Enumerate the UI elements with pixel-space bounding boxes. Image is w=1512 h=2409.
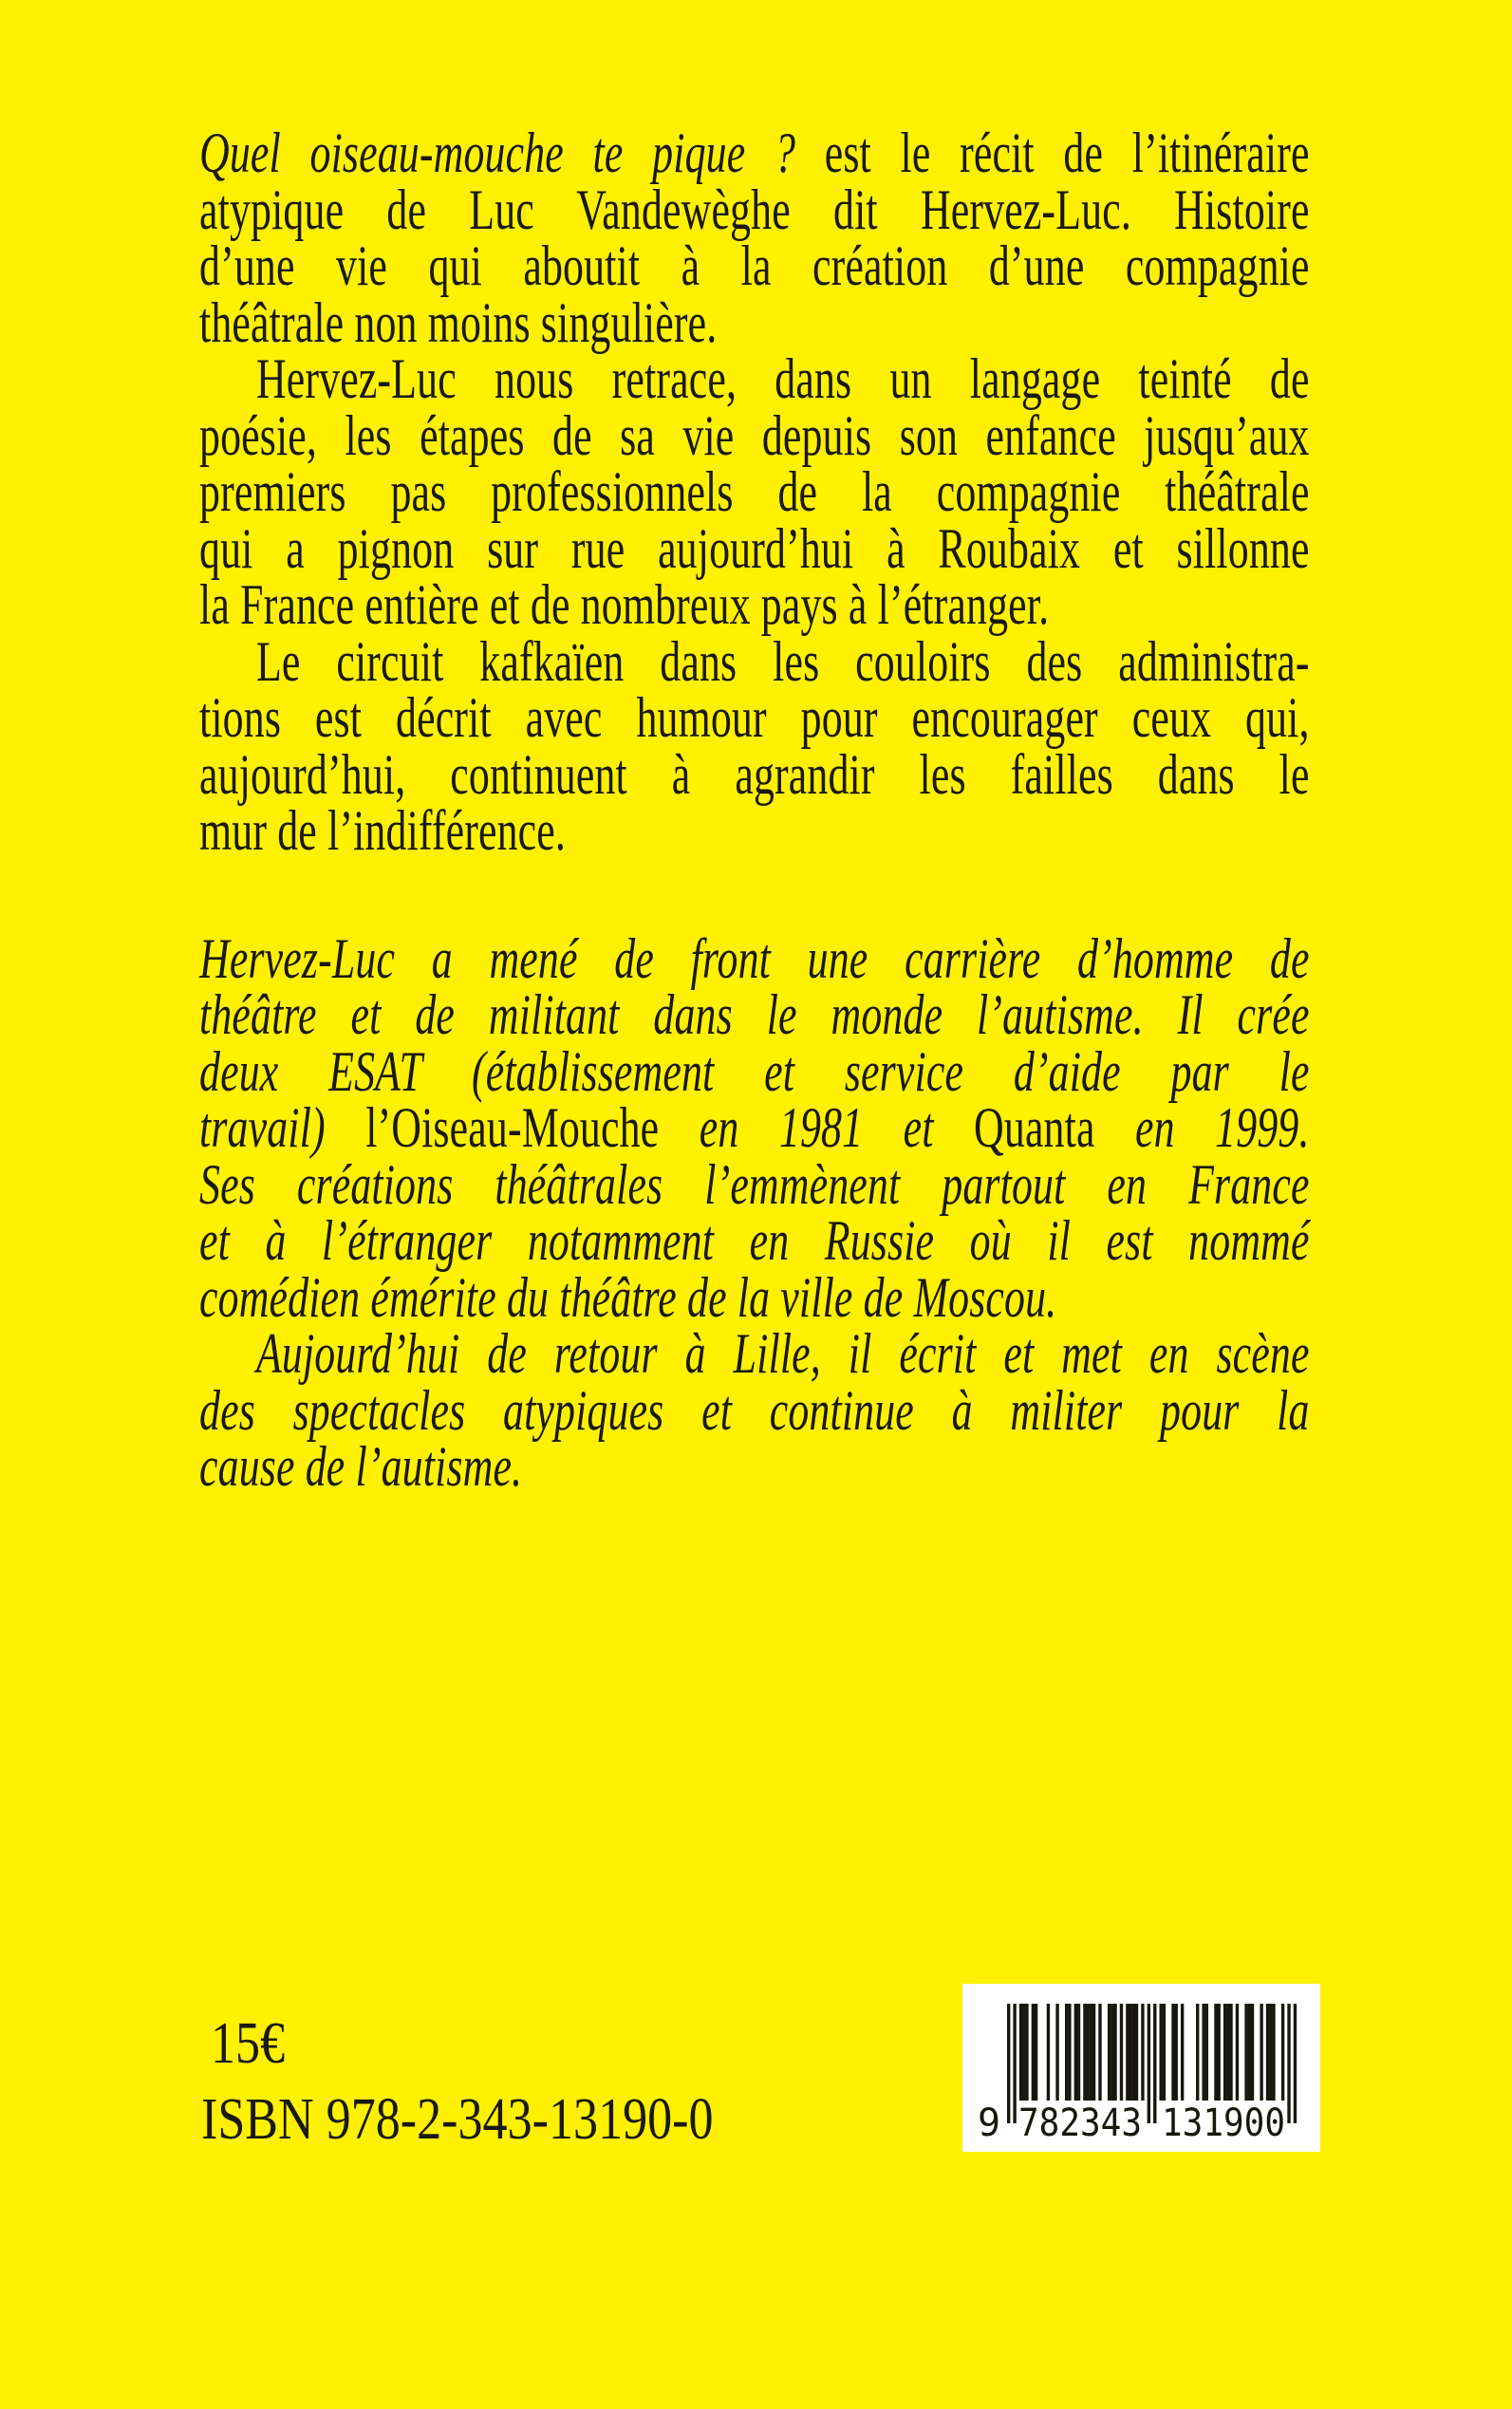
- text-line: [199, 629, 1310, 693]
- roman-text-segment: mur de l’indifférence.: [199, 799, 567, 862]
- text-line: [199, 686, 1310, 749]
- paragraph-1: [199, 121, 1310, 354]
- roman-text-segment: atypique de Luc Vandewèghe dit Hervez-Luc. Histoire: [199, 177, 1310, 241]
- isbn-number: ISBN 978-2-343-13190-0: [201, 2087, 714, 2152]
- italic-text-segment: cause de l’autisme.: [199, 1435, 523, 1498]
- text-line: [199, 1435, 1310, 1498]
- text-line: [199, 742, 1310, 806]
- roman-text-segment: qui a pignon sur rue aujourd’hui à Roubaix et sillonne: [199, 516, 1310, 580]
- roman-text-segment: est le récit de l’itinéraire: [795, 121, 1310, 184]
- text-line: [199, 460, 1310, 523]
- ean13-barcode: [962, 1984, 1320, 2152]
- svg-text:782343: 782343: [1018, 2101, 1142, 2145]
- text-line: [199, 403, 1310, 467]
- roman-text-segment: premiers pas professionnels de la compagnie théâtrale: [199, 460, 1310, 523]
- text-line: [199, 1152, 1310, 1216]
- ean13-barcode-svg: [962, 1984, 1320, 2152]
- text-line: [199, 1265, 1310, 1329]
- roman-text-segment: la France entière et de nombreux pays à l’étranger.: [199, 573, 1050, 636]
- text-line: [199, 121, 1310, 184]
- text-line: [199, 983, 1310, 1046]
- italic-text-segment: comédien émérite du théâtre de la ville de Moscou.: [199, 1265, 1057, 1329]
- italic-text-segment: Quel oiseau-mouche te pique ?: [199, 121, 796, 184]
- italic-text-segment: Aujourd’hui de retour à Lille, il écrit et met en scène: [255, 1322, 1310, 1385]
- italic-text-segment: en 1981 et: [659, 1096, 975, 1159]
- roman-text-segment: Hervez-Luc nous retrace, dans un langage teinté de: [255, 347, 1310, 410]
- svg-text:9: 9: [978, 2101, 1001, 2145]
- paragraph-4: [199, 926, 1310, 1329]
- italic-text-segment: en 1999.: [1094, 1096, 1310, 1159]
- italic-text-segment: Ses créations théâtrales l’emmènent partout en France: [199, 1152, 1310, 1216]
- paragraph-5: [199, 1322, 1310, 1498]
- italic-text-segment: et à l’étranger notamment en Russie où il est nommé: [199, 1209, 1310, 1272]
- paragraph-3: [199, 629, 1310, 862]
- roman-text-segment: Quanta: [974, 1096, 1095, 1159]
- text-line: [199, 347, 1310, 410]
- text-line: [199, 177, 1310, 241]
- roman-text-segment: Le circuit kafkaïen dans les couloirs des administra-: [255, 629, 1310, 693]
- italic-text-segment: Hervez-Luc a mené de front une carrière d’homme de: [199, 926, 1310, 990]
- text-line: [199, 1209, 1310, 1272]
- italic-text-segment: deux ESAT (établissement et service d’aide par le: [199, 1039, 1310, 1103]
- roman-text-segment: théâtrale non moins singulière.: [199, 290, 718, 354]
- text-line: [199, 926, 1310, 990]
- text-line: [199, 799, 1310, 862]
- roman-text-segment: l’Oiseau-Mouche: [365, 1096, 660, 1159]
- text-line: [199, 290, 1310, 354]
- price: 15€: [211, 2011, 286, 2076]
- roman-text-segment: tions est décrit avec humour pour encourager ceux qui,: [199, 686, 1310, 749]
- back-cover-blurb: [199, 121, 1310, 1498]
- text-line: [199, 516, 1310, 580]
- text-line: [199, 573, 1310, 636]
- italic-text-segment: des spectacles atypiques et continue à militer pour la: [199, 1378, 1310, 1442]
- roman-text-segment: aujourd’hui, continuent à agrandir les failles dans le: [199, 742, 1310, 806]
- paragraph-2: [199, 347, 1310, 636]
- text-line: [199, 1039, 1310, 1103]
- text-line: [199, 234, 1310, 297]
- text-line: [199, 1096, 1310, 1159]
- text-line: [199, 1322, 1310, 1385]
- italic-text-segment: travail): [199, 1096, 366, 1159]
- roman-text-segment: poésie, les étapes de sa vie depuis son enfance jusqu’aux: [199, 403, 1310, 467]
- italic-text-segment: théâtre et de militant dans le monde l’autisme. Il crée: [199, 983, 1310, 1046]
- svg-text:131900: 131900: [1162, 2101, 1285, 2145]
- roman-text-segment: d’une vie qui aboutit à la création d’une compagnie: [199, 234, 1310, 297]
- text-line: [199, 1378, 1310, 1442]
